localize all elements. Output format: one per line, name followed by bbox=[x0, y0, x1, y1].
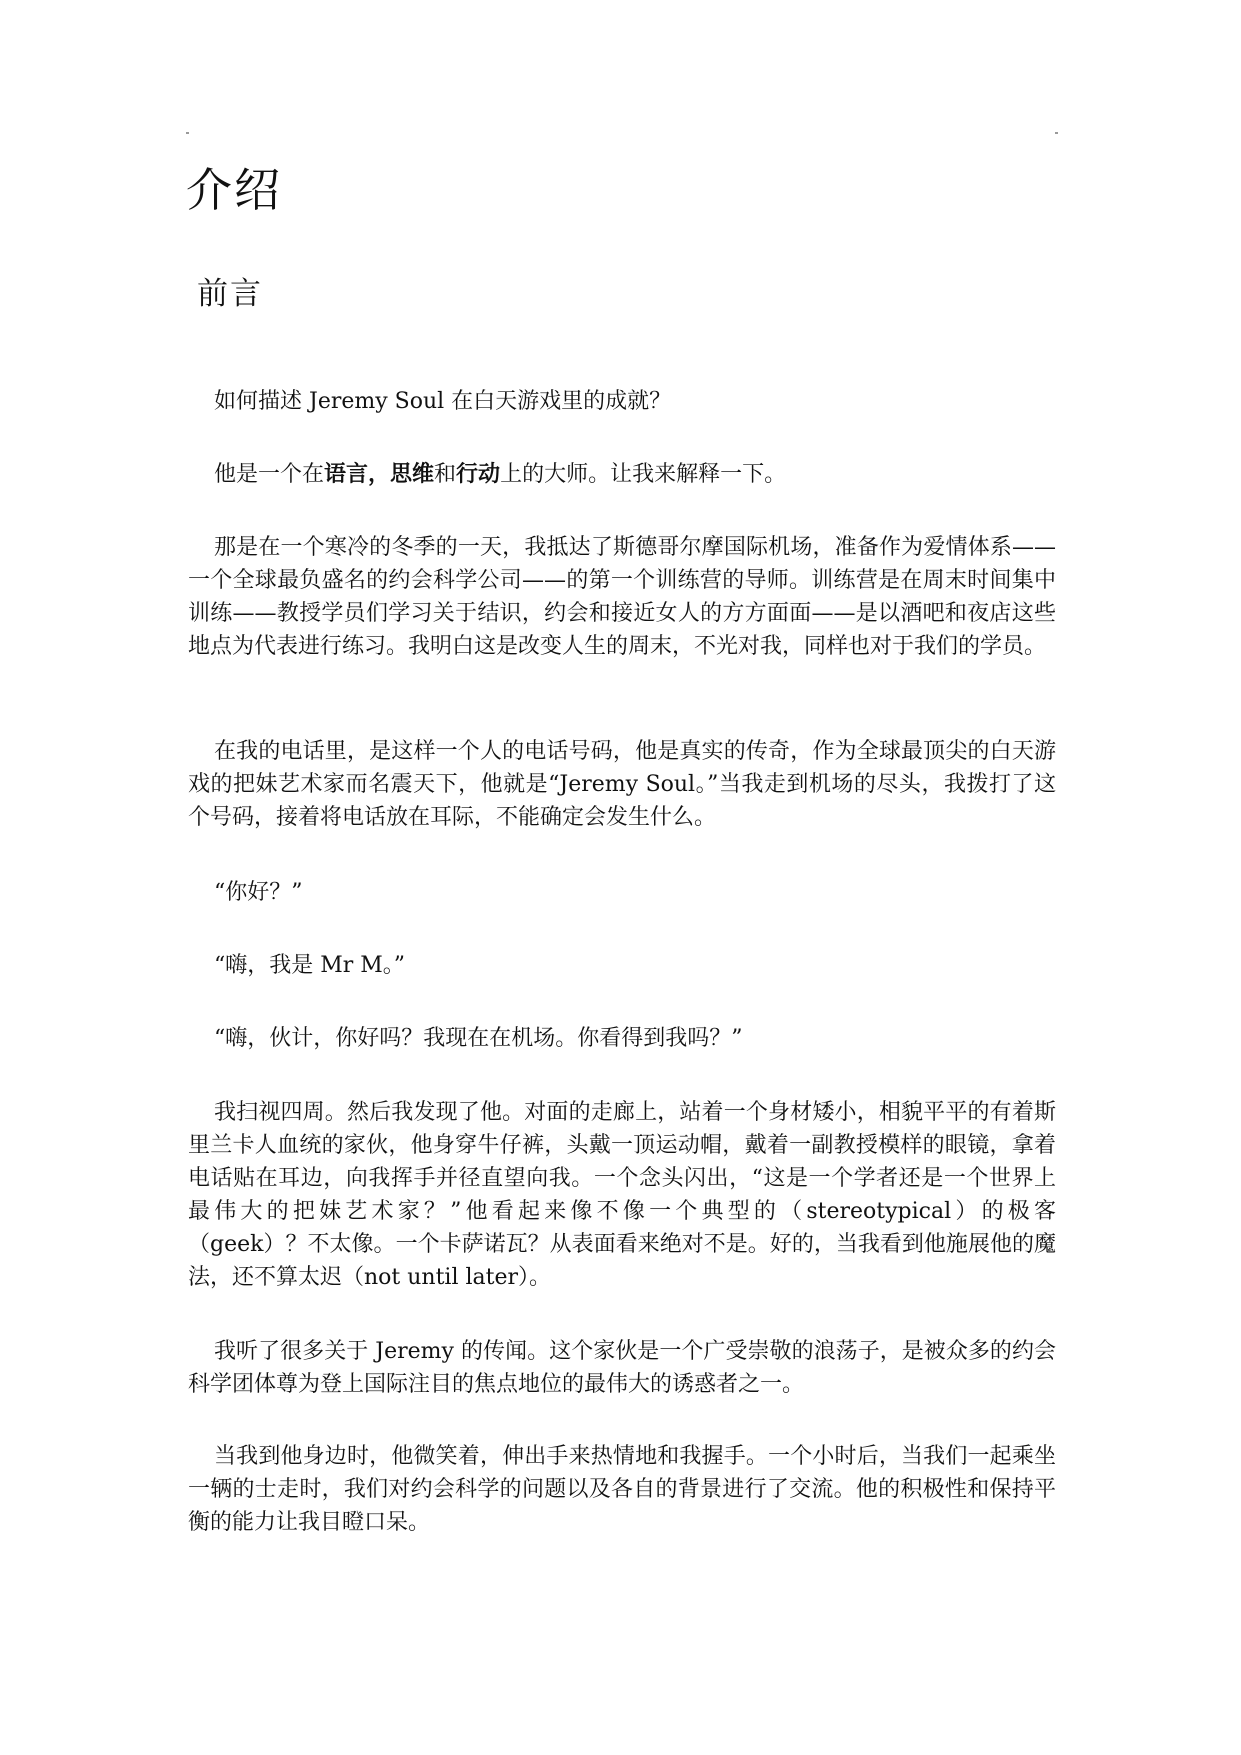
paragraph-reputation: 我听了很多关于 Jeremy 的传闻。这个家伙是一个广受崇敬的浪荡子，是被众多的约会科学团体尊为登上国际注目的焦点地位的最伟大的诱惑者之一。 bbox=[188, 1339, 1056, 1397]
paragraph-master-part: 上的大师。让我来解释一下。 bbox=[500, 462, 787, 487]
paragraph-master-part: 他是一个在 bbox=[214, 462, 325, 487]
dialogue-airport: “嗨，伙计，你好吗？我现在在机场。你看得到我吗？” bbox=[214, 1026, 743, 1051]
dialogue-hello: “你好？” bbox=[214, 880, 303, 905]
paragraph-arrival: 那是在一个寒冷的冬季的一天，我抵达了斯德哥尔摩国际机场，准备作为爱情体系——一个全球最负盛名的约会科学公司——的第一个训练营的导师。训练营是在周末时间集中训练——教授学员们学习关于结识，约会和接近女人的方方面面——是以酒吧和夜店这些地点为代表进行练习。我明白这是改变人生的周末，不光对我，同样也对于我们的学员。 bbox=[188, 535, 1056, 659]
bold-action: 行动 bbox=[456, 461, 501, 487]
paragraph-master bbox=[188, 458, 1056, 491]
paragraph-question: 如何描述 Jeremy Soul 在白天游戏里的成就？ bbox=[214, 389, 672, 414]
bold-language-thinking: 语言，思维 bbox=[324, 461, 435, 487]
paragraph-handshake: 当我到他身边时，他微笑着，伸出手来热情地和我握手。一个小时后，当我们一起乘坐一辆的士走时，我们对约会科学的问题以及各自的背景进行了交流。他的积极性和保持平衡的能力让我目瞪口呆。 bbox=[188, 1444, 1056, 1535]
page-corner-mark-left bbox=[186, 132, 189, 134]
paragraph-first-sight: 我扫视四周。然后我发现了他。对面的走廊上，站着一个身材矮小，相貌平平的有着斯里兰卡人血统的家伙，他身穿牛仔裤，头戴一顶运动帽，戴着一副教授模样的眼镜，拿着电话贴在耳边，向我挥手并径直望向我。一个念头闪出，“这是一个学者还是一个世界上最伟大的把妹艺术家？”他看起来像不像一个典型的（stereotypical）的极客（geek）？不太像。一个卡萨诺瓦？从表面看来绝对不是。好的，当我看到他施展他的魔法，还不算太迟（not until later）。 bbox=[188, 1100, 1056, 1290]
chapter-title: 介绍 bbox=[186, 163, 282, 217]
paragraph-master-part: 和 bbox=[434, 462, 457, 487]
page-corner-mark-right bbox=[1055, 132, 1058, 134]
section-title: 前言 bbox=[197, 276, 263, 312]
paragraph-phone-number: 在我的电话里，是这样一个人的电话号码，他是真实的传奇，作为全球最顶尖的白天游戏的把妹艺术家而名震天下，他就是“Jeremy Soul。”当我走到机场的尽头，我拨打了这个号码，接着将电话放在耳际，不能确定会发生什么。 bbox=[188, 739, 1056, 830]
dialogue-mr-m: “嗨，我是 Mr M。” bbox=[214, 953, 406, 978]
